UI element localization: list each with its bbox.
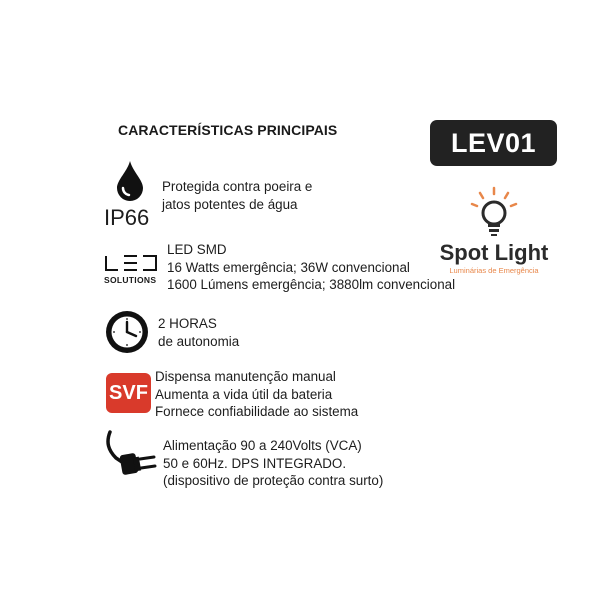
svf-badge: SVF <box>106 373 151 413</box>
clock-icon <box>104 309 150 355</box>
ip-rating: IP66 <box>104 205 150 230</box>
water-drop-icon <box>115 160 145 202</box>
page-title: CARACTERÍSTICAS PRINCIPAIS <box>118 122 338 138</box>
led-line: LED SMD <box>167 242 227 257</box>
protection-line: Protegida contra poeira e <box>162 179 313 194</box>
svf-line: Aumenta a vida útil da bateria <box>155 386 333 402</box>
svf-description <box>155 368 358 421</box>
brand-tagline: Luminárias de Emergência <box>449 266 539 275</box>
power-description <box>163 437 383 490</box>
protection-line: jatos potentes de água <box>162 196 298 212</box>
led-solutions-label: SOLUTIONS <box>104 275 157 285</box>
autonomy-line: 2 HORAS <box>158 316 217 331</box>
autonomy-description <box>158 315 239 350</box>
autonomy-line: de autonomia <box>158 333 240 349</box>
power-line: (dispositivo de proteção contra surto) <box>163 473 384 488</box>
protection-description <box>162 178 312 213</box>
power-line: 50 e 60Hz. DPS INTEGRADO. <box>163 455 347 471</box>
led-line: 16 Watts emergência; 36W convencional <box>167 259 410 275</box>
svf-line: Fornece confiabilidade ao sistema <box>155 404 359 419</box>
svf-line: Dispensa manutenção manual <box>155 369 336 384</box>
lightbulb-icon <box>466 186 522 238</box>
power-line: Alimentação 90 a 240Volts (VCA) <box>163 438 362 453</box>
led-description <box>167 241 455 294</box>
model-badge: LEV01 <box>430 120 557 166</box>
power-plug-icon <box>104 430 158 480</box>
brand-name: Spot Light <box>439 240 549 265</box>
led-line: 1600 Lúmens emergência; 3880lm convencional <box>167 277 456 292</box>
led-logo-icon <box>104 255 158 272</box>
